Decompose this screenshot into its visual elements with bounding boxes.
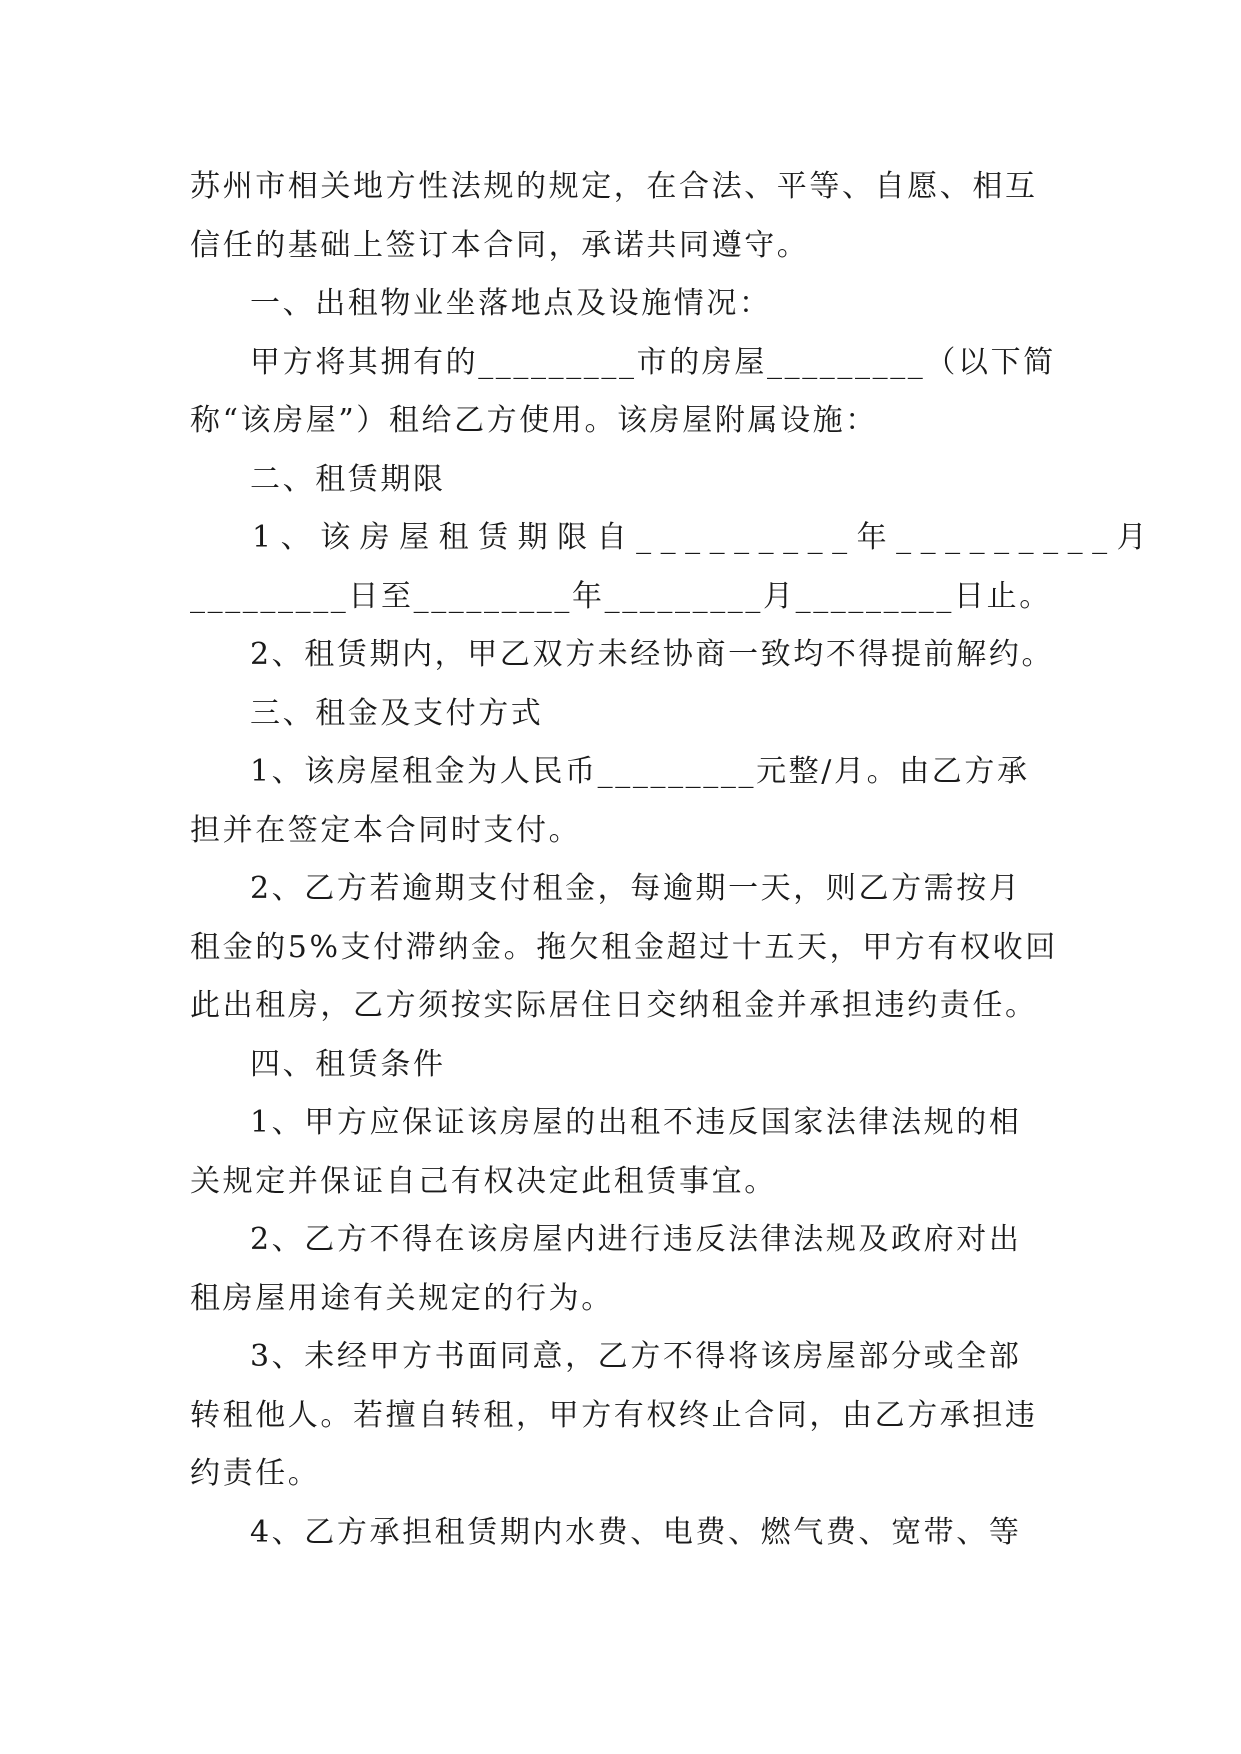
text-line: 关规定并保证自己有权决定此租赁事宜。 [190, 1163, 777, 1199]
text-line: 2、乙方若逾期支付租金，每逾期一天，则乙方需按月 [250, 871, 1022, 906]
text-line: 1、该房屋租金为人民币_________元整/月。由乙方承 [250, 754, 1030, 789]
text-line: 2、乙方不得在该房屋内进行违反法律法规及政府对出 [250, 1222, 1022, 1257]
text-line: 3、未经甲方书面同意，乙方不得将该房屋部分或全部 [250, 1339, 1022, 1374]
text-line: 苏州市相关地方性法规的规定，在合法、平等、自愿、相互 [190, 169, 1038, 204]
clause-no-sublease [190, 1328, 1070, 1504]
clause-lease-period [190, 509, 1157, 626]
clause-rent-amount [190, 743, 1070, 860]
section-heading-rent-payment [190, 685, 1070, 744]
text-line: 转租他人。若擅自转租，甲方有权终止合同，由乙方承担违 [190, 1397, 1038, 1433]
clause-no-early-termination [190, 626, 1070, 685]
text-line: 称“该房屋”）租给乙方使用。该房屋附属设施： [190, 403, 878, 438]
section-heading-lease-term [190, 451, 1070, 510]
text-line: 担并在签定本合同时支付。 [190, 812, 582, 848]
heading-text: 一、出租物业坐落地点及设施情况： [250, 286, 772, 321]
clause-late-payment [190, 860, 1070, 1036]
text-line: 甲方将其拥有的_________市的房屋_________（以下简 [250, 344, 1056, 380]
heading-text: 二、租赁期限 [250, 461, 446, 497]
paragraph-property-description [190, 334, 1070, 451]
text-line: 1、该房屋租赁期限自_________年_________月 [252, 520, 1157, 555]
text-line: 1、甲方应保证该房屋的出租不违反国家法律法规的相 [250, 1105, 1022, 1140]
text-line: 租金的5%支付滞纳金。拖欠租金超过十五天，甲方有权收回 [190, 929, 1058, 965]
clause-lawful-use [190, 1211, 1070, 1328]
heading-text: 三、租金及支付方式 [250, 695, 544, 731]
section-heading-property-location [190, 275, 1070, 334]
section-heading-lease-conditions [190, 1036, 1070, 1095]
text-line: 2、租赁期内，甲乙双方未经协商一致均不得提前解约。 [250, 637, 1055, 672]
text-line: 4、乙方承担租赁期内水费、电费、燃气费、宽带、等 [250, 1514, 1022, 1550]
contract-body [190, 158, 1157, 1562]
clause-utilities [190, 1504, 1070, 1563]
heading-text: 四、租赁条件 [250, 1046, 446, 1082]
text-line: 约责任。 [190, 1456, 321, 1491]
text-line: 租房屋用途有关规定的行为。 [190, 1280, 614, 1316]
clause-lessor-guarantee [190, 1094, 1070, 1211]
text-line: 此出租房，乙方须按实际居住日交纳租金并承担违约责任。 [190, 988, 1038, 1023]
text-line: 信任的基础上签订本合同，承诺共同遵守。 [190, 227, 810, 263]
paragraph-legal-basis [190, 158, 1070, 275]
text-line: _________日至_________年_________月_________日止。 [190, 578, 1052, 614]
